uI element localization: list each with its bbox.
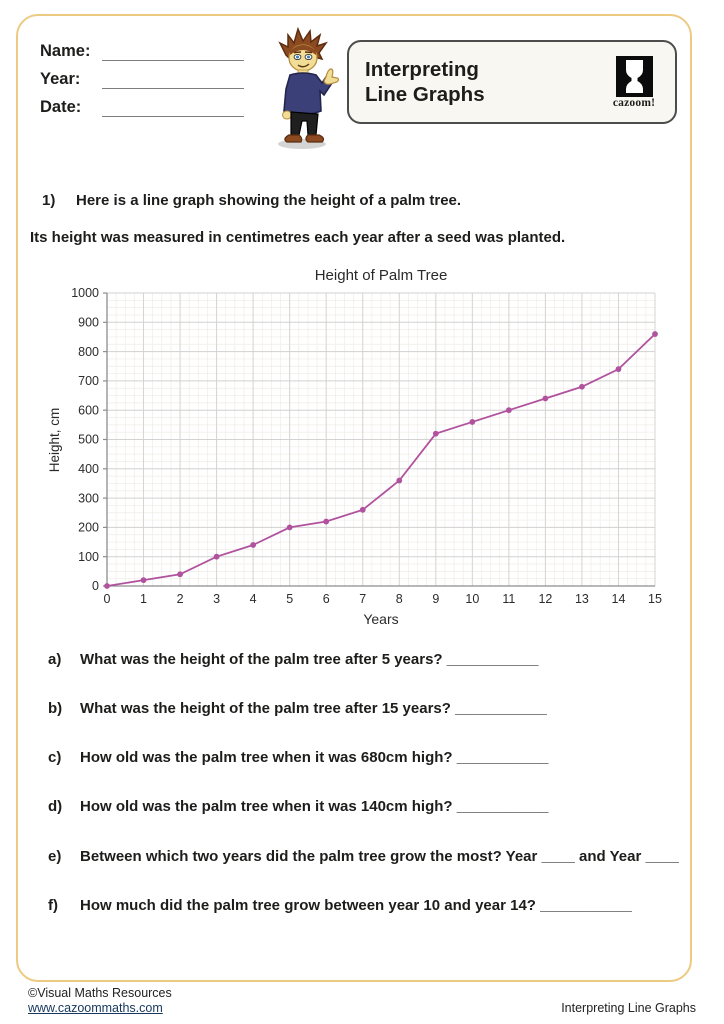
question-number: 1) bbox=[42, 192, 56, 209]
svg-text:6: 6 bbox=[322, 592, 330, 606]
year-label: Year: bbox=[40, 70, 81, 88]
palm-tree-chart bbox=[44, 260, 678, 639]
question-f-text: How much did the palm tree grow between year 10 and year 14? ___________ bbox=[80, 897, 632, 914]
question-d-label: d) bbox=[48, 798, 63, 815]
svg-text:1000: 1000 bbox=[71, 286, 99, 301]
svg-text:500: 500 bbox=[78, 432, 99, 447]
year-blank-line[interactable] bbox=[102, 71, 244, 89]
svg-text:8: 8 bbox=[395, 592, 403, 606]
mascot-boy-illustration bbox=[264, 25, 342, 151]
svg-text:600: 600 bbox=[78, 403, 99, 418]
date-field-row bbox=[40, 98, 244, 117]
svg-text:1: 1 bbox=[140, 592, 148, 606]
svg-text:5: 5 bbox=[286, 592, 294, 606]
footer-copyright: ©Visual Maths Resources bbox=[28, 986, 172, 1000]
question-a-text: What was the height of the palm tree after 5 years? ___________ bbox=[80, 651, 539, 668]
chart-tick-labels bbox=[71, 286, 662, 606]
question-e bbox=[48, 848, 688, 865]
question-b bbox=[48, 700, 688, 717]
svg-text:7: 7 bbox=[359, 592, 367, 606]
svg-text:0: 0 bbox=[92, 579, 99, 594]
svg-text:700: 700 bbox=[78, 374, 99, 389]
question-intro bbox=[42, 192, 461, 209]
question-b-text: What was the height of the palm tree after 15 years? ___________ bbox=[80, 700, 547, 717]
cazoom-logo bbox=[603, 56, 665, 109]
svg-text:100: 100 bbox=[78, 549, 99, 564]
worksheet-title-box bbox=[347, 40, 677, 124]
question-e-label: e) bbox=[48, 848, 62, 865]
name-blank-line[interactable] bbox=[102, 43, 244, 61]
svg-text:800: 800 bbox=[78, 344, 99, 359]
question-d-text: How old was the palm tree when it was 140cm high? ___________ bbox=[80, 798, 549, 815]
question-intro-line2: Its height was measured in centimetres each year after a seed was planted. bbox=[30, 229, 566, 246]
svg-text:4: 4 bbox=[249, 592, 257, 606]
question-c bbox=[48, 749, 688, 766]
cazoom-logo-text: cazoom! bbox=[612, 96, 656, 109]
question-c-label: c) bbox=[48, 749, 62, 766]
svg-text:14: 14 bbox=[611, 592, 626, 606]
question-b-label: b) bbox=[48, 700, 63, 717]
date-label: Date: bbox=[40, 98, 82, 116]
svg-text:15: 15 bbox=[648, 592, 662, 606]
question-f bbox=[48, 897, 688, 914]
svg-text:10: 10 bbox=[465, 592, 480, 606]
question-a bbox=[48, 651, 688, 668]
question-a-label: a) bbox=[48, 651, 62, 668]
svg-text:0: 0 bbox=[103, 592, 111, 606]
worksheet-title bbox=[365, 57, 603, 107]
svg-text:12: 12 bbox=[538, 592, 553, 606]
svg-text:200: 200 bbox=[78, 520, 99, 535]
question-f-label: f) bbox=[48, 897, 58, 914]
question-intro-text: Here is a line graph showing the height of a palm tree. bbox=[76, 192, 462, 209]
question-e-text: Between which two years did the palm tree grow the most? Year ____ and Year ____ bbox=[80, 848, 679, 865]
name-field-row bbox=[40, 42, 244, 61]
svg-text:900: 900 bbox=[78, 315, 99, 330]
svg-text:3: 3 bbox=[213, 592, 221, 606]
chart-title: Height of Palm Tree bbox=[314, 267, 448, 284]
svg-text:9: 9 bbox=[432, 592, 440, 606]
footer-document-title: Interpreting Line Graphs bbox=[561, 1001, 696, 1015]
question-c-text: How old was the palm tree when it was 680cm high? ___________ bbox=[80, 749, 549, 766]
name-label: Name: bbox=[40, 42, 91, 60]
svg-text:300: 300 bbox=[78, 491, 99, 506]
svg-text:2: 2 bbox=[176, 592, 184, 606]
worksheet-title-line2: Line Graphs bbox=[365, 83, 485, 106]
date-blank-line[interactable] bbox=[102, 99, 244, 117]
chart-y-axis-label: Height, cm bbox=[47, 407, 62, 473]
worksheet-title-line1: Interpreting bbox=[365, 58, 479, 81]
svg-text:13: 13 bbox=[574, 592, 589, 606]
cazoom-logo-icon bbox=[616, 56, 653, 97]
svg-text:11: 11 bbox=[502, 592, 516, 606]
chart-x-axis-label: Years bbox=[363, 611, 399, 627]
line-chart bbox=[44, 260, 678, 634]
year-field-row bbox=[40, 70, 244, 89]
question-d bbox=[48, 798, 688, 815]
svg-text:400: 400 bbox=[78, 462, 99, 476]
footer-website-link[interactable]: www.cazoommaths.com bbox=[28, 1001, 163, 1015]
